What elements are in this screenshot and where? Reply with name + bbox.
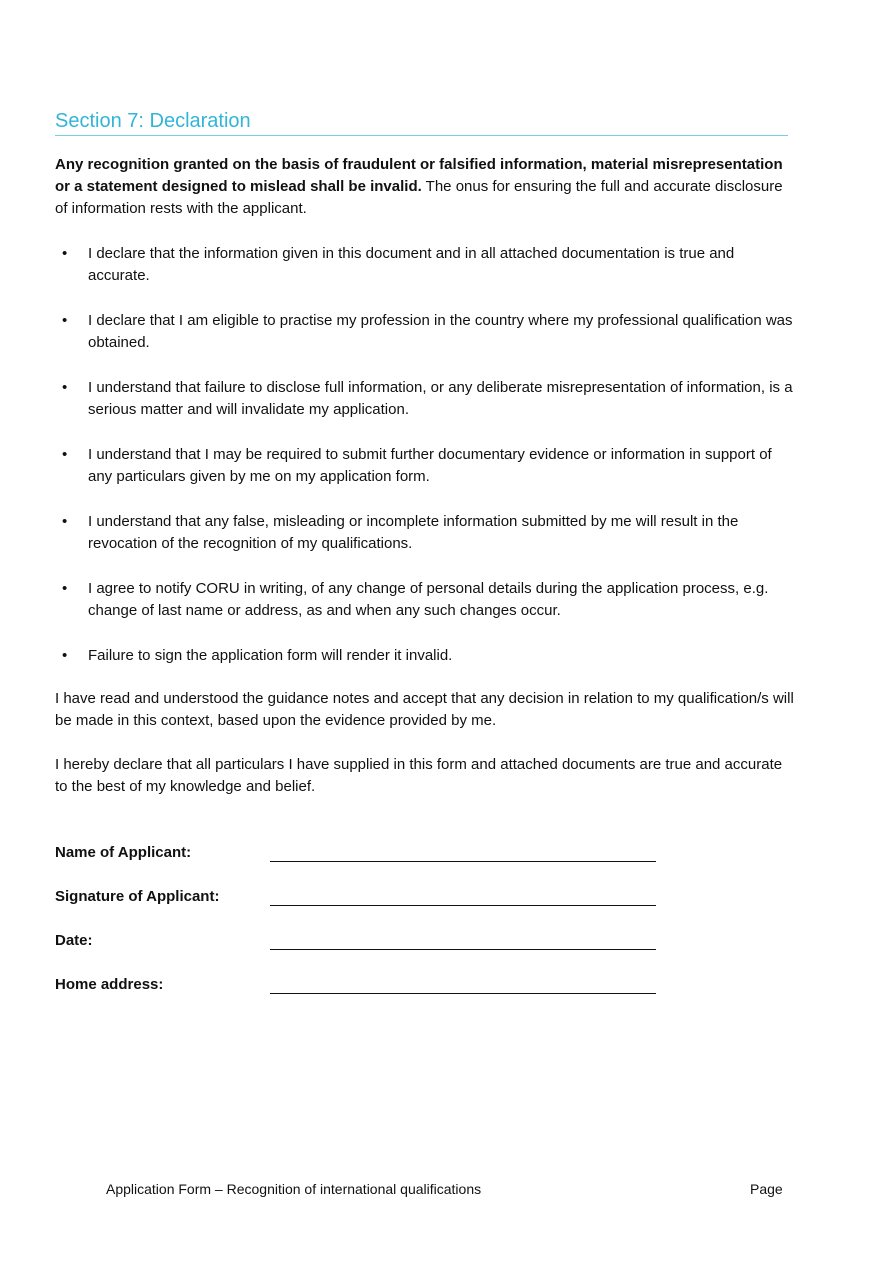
name-input-line[interactable] (270, 861, 656, 862)
signature-field-row (55, 886, 665, 910)
guidance-paragraph: I have read and understood the guidance notes and accept that any decision in relation to my qualification/s will be made in this context, based upon the evidence provided by me. (55, 690, 794, 729)
address-label: Home address: (55, 976, 164, 993)
intro-paragraph (55, 154, 795, 220)
declaration-list (55, 243, 795, 690)
declaration-text: Failure to sign the application form will render it invalid. (88, 647, 453, 664)
bullet-icon: • (62, 647, 68, 664)
intro-normal-text: The onus for ensuring the full and accurate disclosure of information rests with the applicant. (55, 178, 783, 217)
bullet-icon: • (62, 312, 68, 329)
footer-title: Application Form – Recognition of international qualifications (106, 1181, 482, 1197)
date-input-line[interactable] (270, 949, 656, 950)
footer-page-label: Page (750, 1181, 783, 1197)
declaration-text: I agree to notify CORU in writing, of any change of personal details during the application process, e.g. change of last name or address, as and when any such changes occur. (88, 580, 769, 619)
signature-input-line[interactable] (270, 905, 656, 906)
bullet-icon: • (62, 379, 68, 396)
bullet-icon: • (62, 446, 68, 463)
declaration-item (55, 310, 795, 354)
name-label: Name of Applicant: (55, 844, 192, 861)
address-input-line[interactable] (270, 993, 656, 994)
intro-bold-text: Any recognition granted on the basis of fraudulent or falsified information, material misrepresentation or a statement designed to mislead shall be invalid. (55, 156, 783, 195)
date-field-row (55, 930, 665, 954)
declaration-text: I understand that I may be required to submit further documentary evidence or information in support of any particulars given by me on my application form. (88, 446, 772, 485)
declaration-paragraph: I hereby declare that all particulars I have supplied in this form and attached documents are true and accurate to the best of my knowledge and belief. (55, 756, 783, 795)
declaration-item (55, 645, 795, 667)
declaration-item (55, 444, 795, 488)
date-label: Date: (55, 932, 93, 949)
name-field-row (55, 842, 665, 866)
declaration-text: I understand that any false, misleading or incomplete information submitted by me will result in the revocation of the recognition of my qualifications. (88, 513, 739, 552)
declaration-item (55, 511, 795, 555)
section-title: Section 7: Declaration (55, 108, 788, 136)
declaration-text: I understand that failure to disclose full information, or any deliberate misrepresentation of information, is a serious matter and will invalidate my application. (88, 379, 793, 418)
bullet-icon: • (62, 245, 68, 262)
declaration-text: I declare that I am eligible to practise my profession in the country where my professional qualification was obtained. (88, 312, 793, 351)
declaration-item (55, 377, 795, 421)
declaration-item (55, 578, 795, 622)
bullet-icon: • (62, 513, 68, 530)
signature-label: Signature of Applicant: (55, 888, 220, 905)
declaration-item (55, 243, 795, 287)
address-field-row (55, 974, 665, 998)
bullet-icon: • (62, 580, 68, 597)
declaration-text: I declare that the information given in this document and in all attached documentation is true and accurate. (88, 245, 735, 284)
